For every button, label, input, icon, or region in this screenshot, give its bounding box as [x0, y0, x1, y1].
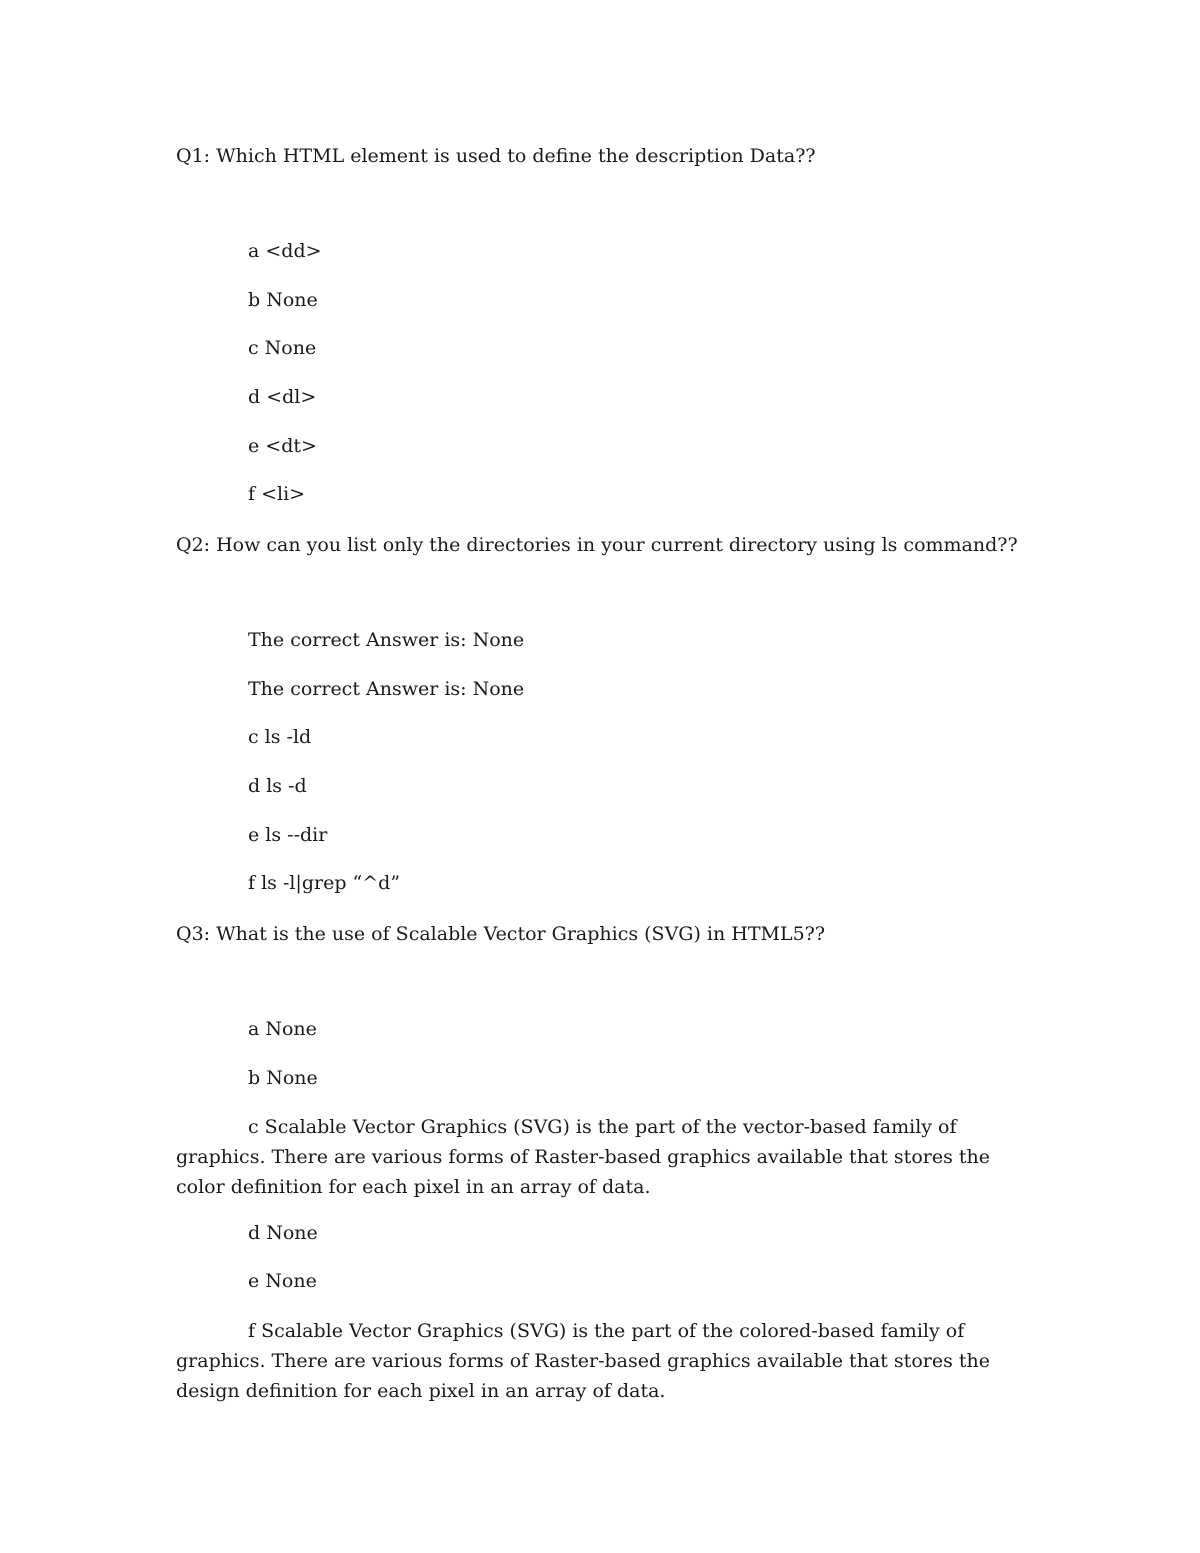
question-2-option-e: e ls --dir: [248, 824, 328, 846]
question-1-option-f: f <li>: [248, 483, 306, 505]
question-2-option-d: d ls -d: [248, 775, 307, 797]
question-2-option-b: The correct Answer is: None: [248, 678, 525, 700]
question-1-option-e: e <dt>: [248, 435, 317, 457]
question-3-option-c: c Scalable Vector Graphics (SVG) is the part of the vector-based family of graphics. There are various forms of Raster-based graphics available that stores the color definition for each pixel in an array of data.: [176, 1116, 990, 1198]
question-3-prompt: Q3: What is the use of Scalable Vector Graphics (SVG) in HTML5??: [176, 923, 826, 945]
question-2-option-c: c ls -ld: [248, 726, 312, 748]
question-3-option-b: b None: [248, 1067, 318, 1089]
question-3-option-d: d None: [248, 1222, 318, 1244]
question-1-option-c: c None: [248, 337, 317, 359]
question-2-option-a: The correct Answer is: None: [248, 629, 525, 651]
question-1-option-a: a <dd>: [248, 240, 322, 262]
question-3-option-f: f Scalable Vector Graphics (SVG) is the part of the colored-based family of graphics. There are various forms of Raster-based graphics available that stores the design definition for each pixel in an array of data.: [176, 1320, 990, 1402]
question-1-option-d: d <dl>: [248, 386, 317, 408]
question-1-prompt: Q1: Which HTML element is used to define the description Data??: [176, 145, 816, 167]
question-3-option-e: e None: [248, 1270, 317, 1292]
question-3-option-a: a None: [248, 1018, 317, 1040]
question-2-prompt: Q2: How can you list only the directories in your current directory using ls command??: [176, 534, 1018, 556]
question-1-option-b: b None: [248, 289, 318, 311]
question-2-option-f: f ls -l|grep “^d”: [248, 872, 401, 894]
